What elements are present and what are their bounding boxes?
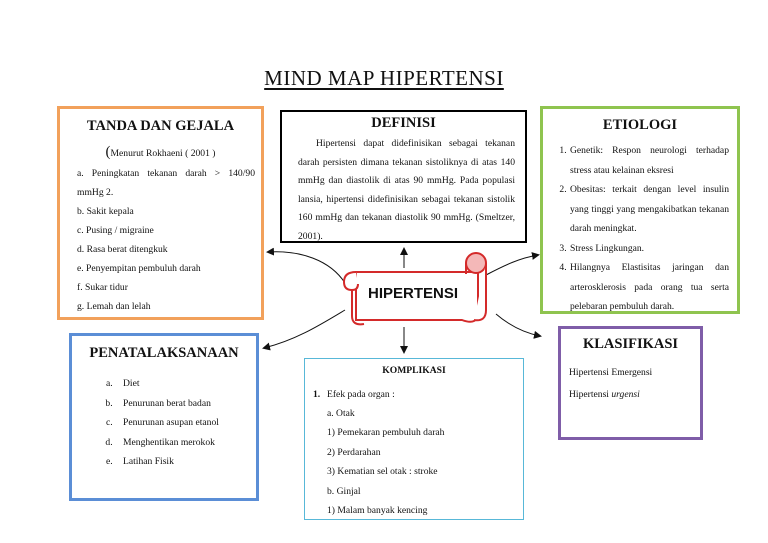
list-item: d. Rasa berat ditengkuk — [77, 244, 168, 255]
komplikasi-list — [305, 404, 523, 520]
list-item: c. Penurunan asupan etanol — [115, 413, 256, 433]
komplikasi-first-item — [313, 385, 523, 404]
komplikasi-box — [304, 358, 524, 520]
list-item: d. Menghentikan merokok — [115, 433, 256, 453]
list-item: f. Sukar tidur — [77, 282, 128, 293]
definisi-box — [280, 110, 527, 243]
list-item: 2. Obesitas: terkait dengan level insulin yang tinggi yang mengakibatkan tekanan darah meningkat. — [569, 180, 729, 239]
list-item: g. Lemah dan lelah — [77, 301, 151, 312]
arrow-to-tanda — [268, 252, 345, 283]
komplikasi-number: 1. — [313, 389, 321, 400]
list-item: a. Diet — [115, 374, 256, 394]
list-item: c. Pusing / migraine — [77, 225, 154, 236]
list-item: b. Sakit kepala — [77, 206, 134, 217]
list-item: b. Penurunan berat badan — [115, 394, 256, 414]
list-item: b. Ginjal — [327, 485, 361, 497]
klasifikasi-item-urgensi — [569, 385, 700, 404]
etiologi-list — [543, 141, 729, 317]
penatalaksanaan-heading: PENATALAKSANAAN — [89, 345, 239, 361]
list-item: 1. Genetik: Respon neurologi terhadap stress atau kelainan eksresi — [569, 141, 729, 180]
list-item: 2) Perdarahan — [327, 446, 381, 458]
list-item: 4. Hilangnya Elastisitas jaringan dan arterosklerosis pada orang tua serta pelebaran pembuluh darah. — [569, 258, 729, 317]
list-item: 1) Malam banyak kencing — [327, 505, 428, 517]
list-item: e. Penyempitan pembuluh darah — [77, 263, 201, 274]
definisi-text: Hipertensi dapat didefinisikan sebagai tekanan darah persisten dimana tekanan sistoliknya di atas 140 mmHg dan diastolik di atas 90 mmHg. Pada populasi lansia, hipertensi didefinisikan sebagai tekanan sistolik 160 mmHg dan tekanan diastolik 90 mmHg. (Smeltzer, 2001). — [298, 138, 515, 242]
tanda-heading: TANDA DAN GEJALA — [86, 118, 235, 134]
penatalaksanaan-box — [69, 333, 259, 501]
list-item: 3. Stress Lingkungan. — [569, 239, 729, 259]
arrow-to-etiologi — [486, 255, 538, 275]
tanda-gejala-box — [57, 106, 264, 320]
arrow-to-penatalaksanaan — [264, 310, 345, 348]
list-item: e. Latihan Fisik — [115, 452, 256, 472]
tanda-citation — [60, 144, 261, 161]
list-item: 1) Pemekaran pembuluh darah — [327, 427, 445, 439]
klasifikasi-item-emphasis: urgensi — [611, 389, 640, 400]
citation-paren: ( — [105, 144, 111, 160]
arrow-to-klasifikasi — [496, 314, 540, 336]
komplikasi-heading: KOMPLIKASI — [382, 365, 446, 376]
penatalaksanaan-list — [72, 374, 256, 472]
definisi-heading: DEFINISI — [371, 115, 436, 131]
list-item: a. Otak — [327, 408, 355, 419]
klasifikasi-heading: KLASIFIKASI — [582, 336, 679, 352]
komplikasi-first-text: Efek pada organ : — [327, 389, 395, 400]
page-title: MIND MAP HIPERTENSI — [264, 66, 504, 90]
center-label: HIPERTENSI — [367, 285, 458, 302]
list-item: 3) Kematian sel otak : stroke — [327, 466, 438, 478]
etiologi-box — [540, 106, 740, 314]
klasifikasi-box — [558, 326, 703, 440]
etiologi-heading: ETIOLOGI — [602, 117, 678, 133]
tanda-list — [60, 164, 261, 316]
klasifikasi-item-emergensi: Hipertensi Emergensi — [569, 367, 653, 378]
citation-text: Menurut Rokhaeni ( 2001 ) — [110, 148, 216, 159]
klasifikasi-item-prefix: Hipertensi — [569, 389, 612, 400]
list-item: a. Peningkatan tekanan darah > 140/90 mmHg 2. — [77, 168, 255, 198]
